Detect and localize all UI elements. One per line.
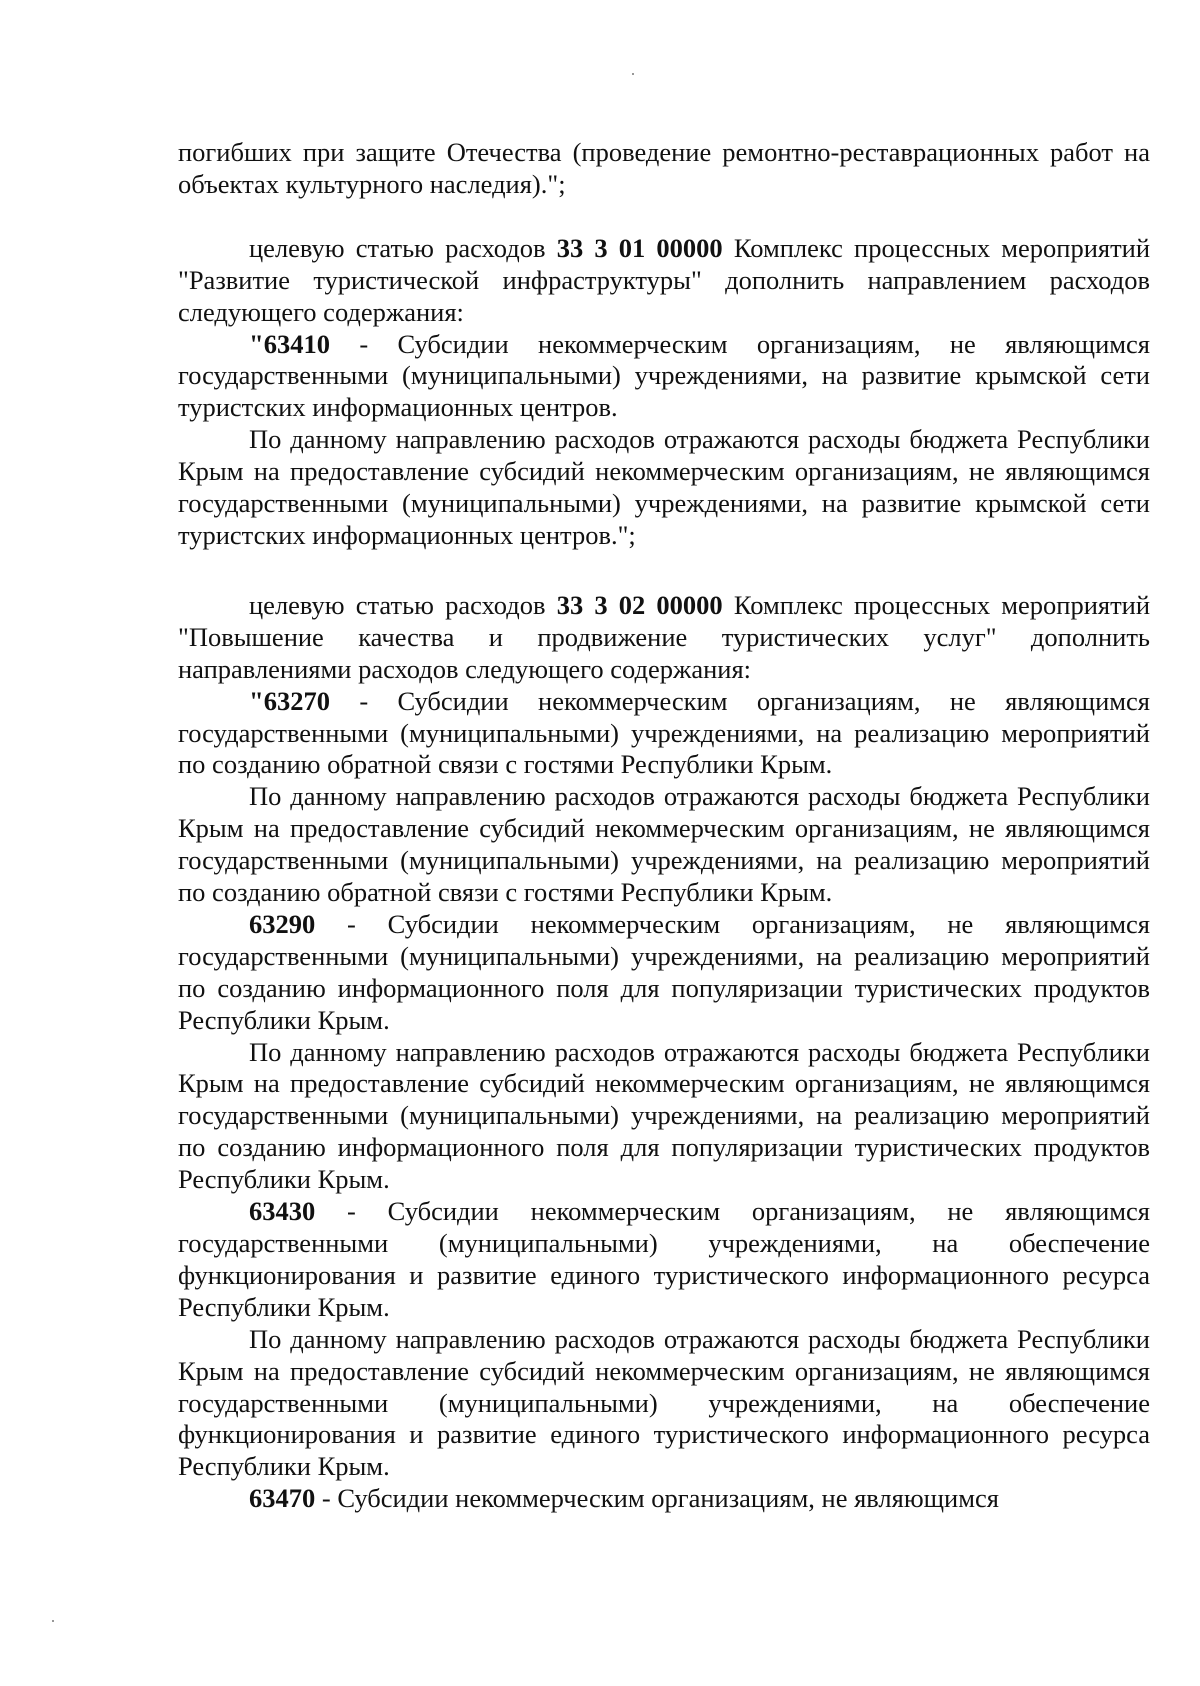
description-63290: По данному направлению расходов отражаются расходы бюджета Республики Крым на предоставление субсидий некоммерческим организациям, не являющимся государственными (муниципальными) учреждениями, на реализацию мероприятий по созданию информационного поля для популяризации туристических продуктов Республики Крым. bbox=[178, 1036, 1150, 1195]
lead-text: целевую статью расходов bbox=[249, 232, 557, 263]
direction-text: - Субсидии некоммерческим организациям, не являющимся государственными (муниципальными) учреждениями, на реализацию мероприятий по созданию информационного поля для популяризации туристических продуктов Республики Крым. bbox=[178, 908, 1150, 1035]
description-63410: По данному направлению расходов отражаются расходы бюджета Республики Крым на предоставление субсидий некоммерческим организациям, не являющимся государственными (муниципальными) учреждениями, на развитие крымской сети туристских информационных центров."; bbox=[178, 424, 1150, 550]
description-63270: По данному направлению расходов отражаются расходы бюджета Республики Крым на предоставление субсидий некоммерческим организациям, не являющимся государственными (муниципальными) учреждениями, на реализацию мероприятий по созданию обратной связи с гостями Республики Крым. bbox=[178, 781, 1150, 908]
direction-code: 63470 bbox=[249, 1483, 316, 1514]
direction-code: 63430 bbox=[249, 1196, 316, 1227]
paragraph-continuation: погибших при защите Отечества (проведение ремонтно-реставрационных работ на объектах культурного наследия)."; bbox=[178, 137, 1150, 199]
paragraph-gap bbox=[178, 552, 1150, 590]
target-article-33-3-02 bbox=[178, 590, 1150, 686]
document-page bbox=[178, 137, 1150, 1515]
article-text: Комплекс процессных мероприятий "Повышение качества и продвижение туристических услуг" дополнить направлениями расходов следующего содержания: bbox=[178, 589, 1151, 684]
direction-code: "63410 bbox=[249, 328, 330, 359]
direction-63410 bbox=[178, 329, 1150, 425]
direction-text: - Субсидии некоммерческим организациям, не являющимся государственными (муниципальными) учреждениями, на развитие крымской сети туристских информационных центров. bbox=[178, 328, 1150, 423]
paragraph-gap bbox=[178, 201, 1150, 233]
direction-text: - Субсидии некоммерческим организациям, не являющимся bbox=[315, 1483, 999, 1514]
article-code: 33 3 02 00000 bbox=[556, 589, 723, 620]
article-code: 33 3 01 00000 bbox=[556, 232, 723, 263]
article-text: Комплекс процессных мероприятий "Развитие туристической инфраструктуры" дополнить направлением расходов следующего содержания: bbox=[178, 232, 1151, 327]
direction-63430 bbox=[178, 1196, 1150, 1324]
direction-text: - Субсидии некоммерческим организациям, не являющимся государственными (муниципальными) учреждениями, на обеспечение функционирования и развитие единого туристического информационного ресурса Республики Крым. bbox=[178, 1196, 1150, 1322]
direction-63270 bbox=[178, 686, 1150, 782]
description-63430: По данному направлению расходов отражаются расходы бюджета Республики Крым на предоставление субсидий некоммерческим организациям, не являющимся государственными (муниципальными) учреждениями, на обеспечение функционирования и развитие единого туристического информационного ресурса Республики Крым. bbox=[178, 1323, 1150, 1482]
target-article-33-3-01 bbox=[178, 233, 1150, 329]
scan-speck-bottom bbox=[52, 1620, 54, 1622]
scan-speck-top bbox=[632, 73, 634, 75]
direction-code: 63290 bbox=[249, 908, 316, 939]
lead-text: целевую статью расходов bbox=[249, 589, 557, 620]
direction-63470 bbox=[178, 1483, 1150, 1515]
direction-text: - Субсидии некоммерческим организациям, не являющимся государственными (муниципальными) учреждениями, на реализацию мероприятий по созданию обратной связи с гостями Республики Крым. bbox=[178, 685, 1150, 780]
direction-code: "63270 bbox=[249, 685, 330, 716]
direction-63290 bbox=[178, 909, 1150, 1037]
